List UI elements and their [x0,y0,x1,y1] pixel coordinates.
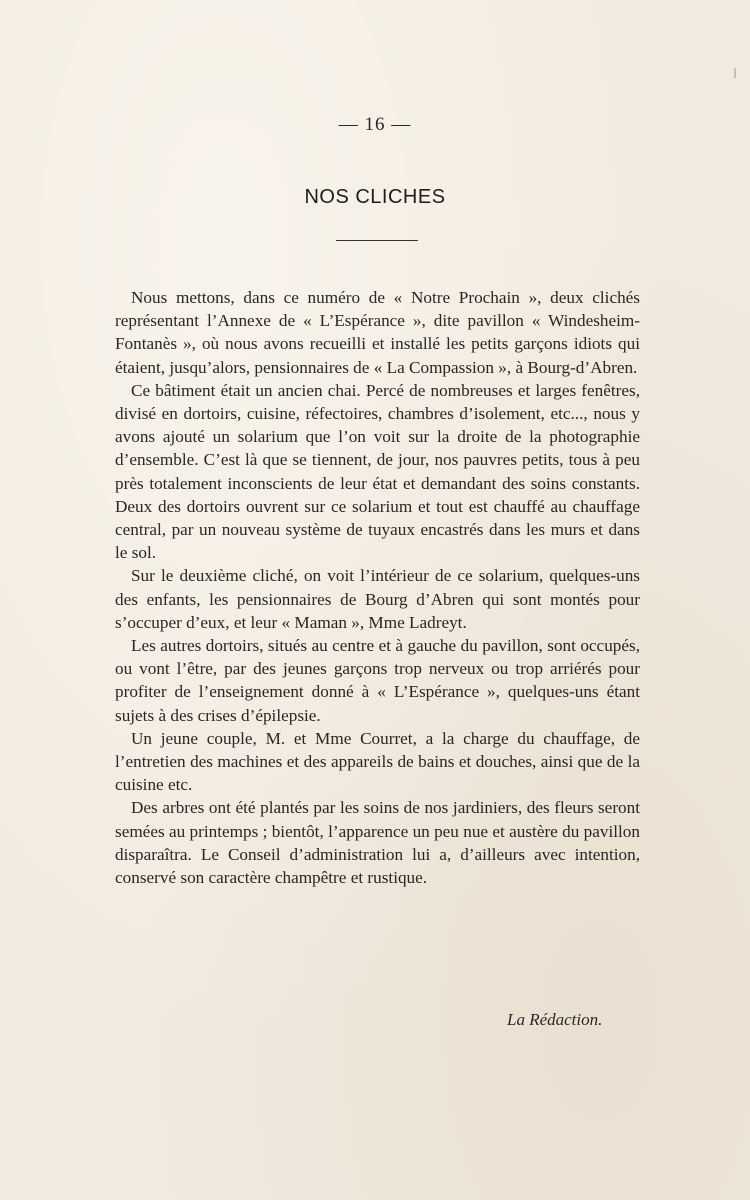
article-title: NOS CLICHES [304,186,446,208]
paragraph-2: Ce bâtiment était un ancien chai. Percé de nombreuses et larges fenêtres, divisé en dortoirs, cuisine, réfectoires, chambres d’isolement, etc..., nous y avons ajouté un solarium que l’on voit sur la droite de la photographie d’ensemble. C’est là que se tiennent, de jour, nos pauvres petits, tous à peu près totalement inconscients de leur état et demandant des soins constants. Deux des dortoirs ouvrent sur ce solarium et tout est chauffé au chauffage central, par un nouveau système de tuyaux encastrés dans les murs et dans le sol. [115,380,640,563]
article-signature: La Rédaction. [507,1010,603,1029]
paragraph-3: Sur le deuxième cliché, on voit l’intérieur de ce solarium, quelques-uns des enfants, les pensionnaires de Bourg d’Abren qui sont montés pour s’occuper d’eux, et leur « Maman », Mme Ladreyt. [115,566,640,632]
paragraph-6: Des arbres ont été plantés par les soins de nos jardiniers, des fleurs seront semées au printemps ; bientôt, l’apparence un peu nue et austère du pavillon disparaîtra. Le Conseil d’administration lui a, d’ailleurs avec intention, conservé son caractère champêtre et rustique. [115,798,640,888]
article-body [115,286,640,889]
paragraph-4: Les autres dortoirs, situés au centre et à gauche du pavillon, sont occupés, ou vont l’être, par des jeunes garçons trop nerveux ou trop arriérés pour profiter de l’enseignement donné à « L’Espérance », quelques-uns étant sujets à des crises d’épilepsie. [115,636,640,725]
paper-edge-mark [734,68,736,78]
paragraph-1: Nous mettons, dans ce numéro de « Notre Prochain », deux clichés représentant l’Annexe de « L’Espérance », dite pavillon « Windesheim-Fontanès », où nous avons recueilli et installé les petits garçons idiots qui étaient, jusqu’alors, pensionnaires de « La Compassion », à Bourg-d’Abren. [115,288,640,377]
title-divider [336,240,418,241]
page-number: — 16 — [338,114,412,135]
paragraph-5: Un jeune couple, M. et Mme Courret, a la charge du chauffage, de l’entretien des machines et des appareils de bains et douches, ainsi que de la cuisine etc. [115,728,640,795]
